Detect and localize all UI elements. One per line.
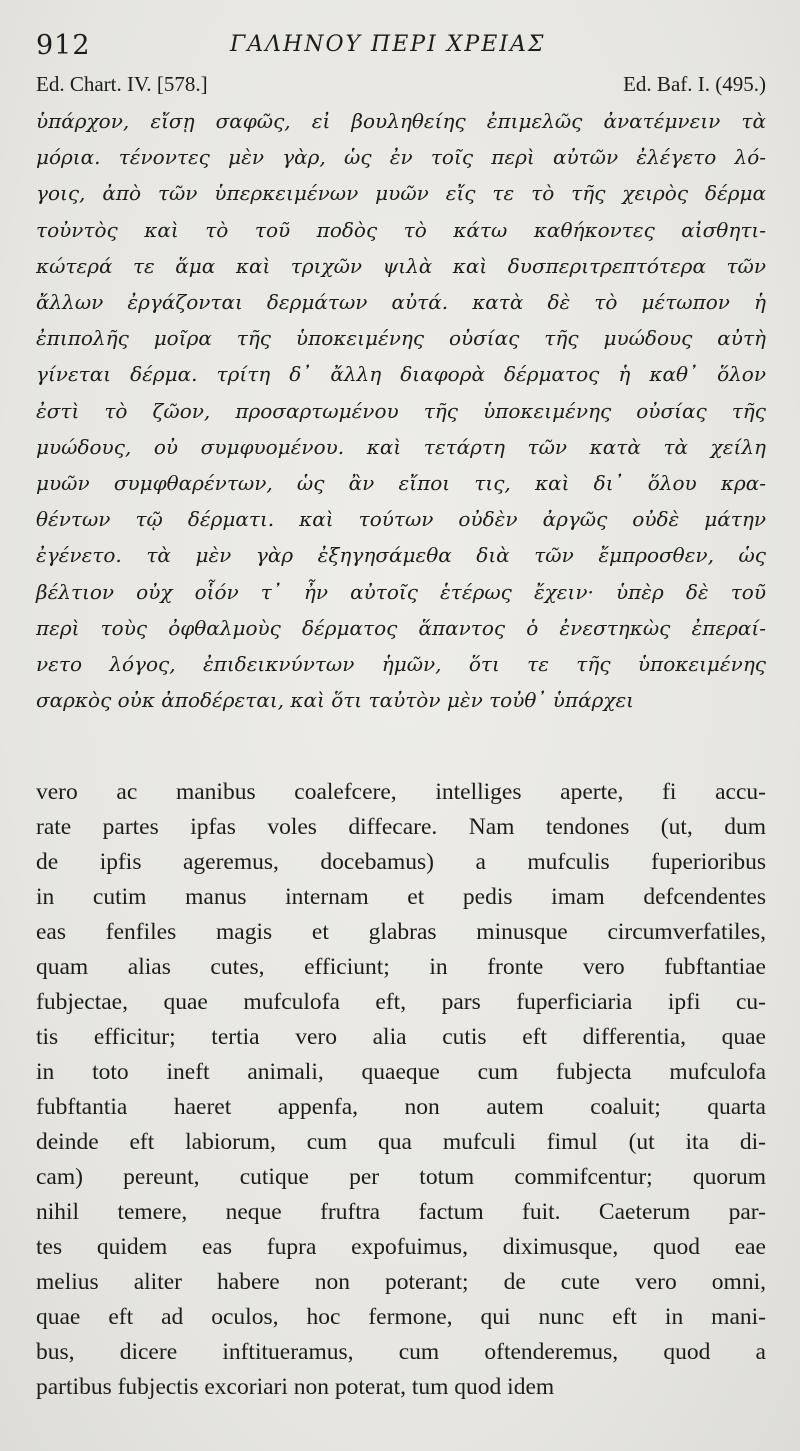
greek-text-line: τοὐντὸς καὶ τὸ τοῦ ποδὸς τὸ κάτω καθήκοντες αἰσθητι- bbox=[36, 217, 766, 242]
latin-text-line: rate partes ipfas voles diffecare. Nam tendones (ut, dum bbox=[36, 814, 766, 840]
greek-text-line: σαρκὸς οὐκ ἀποδέρεται, καὶ ὅτι ταὐτὸν μὲν τοὐθ᾽ ὑπάρχει bbox=[36, 688, 635, 713]
latin-text-line: tis efficitur; tertia vero alia cutis eft differentia, quae bbox=[36, 1024, 766, 1050]
greek-text-line: περὶ τοὺς ὀφθαλμοὺς δέρματος ἅπαντος ὁ ἐνεστηκὼς ἐπεραί- bbox=[36, 615, 766, 640]
greek-text-line: ἐστὶ τὸ ζῶον, προσαρτωμένου τῆς ὑποκειμένης οὐσίας τῆς bbox=[36, 398, 766, 423]
greek-text-line: μυώδους, οὐ συμφυομένου. καὶ τετάρτη τῶν κατὰ τὰ χείλη bbox=[36, 434, 766, 459]
greek-text-line: μυῶν συμφθαρέντων, ὡς ἂν εἴποι τις, καὶ δι᾽ ὅλου κρα- bbox=[36, 471, 766, 496]
latin-text-line: fubftantia haeret appenfa, non autem coaluit; quarta bbox=[36, 1094, 766, 1120]
latin-text-line: partibus fubjectis excoriari non poterat, tum quod idem bbox=[36, 1374, 555, 1400]
latin-text-line: in toto ineft animali, quaeque cum fubjecta mufculofa bbox=[36, 1059, 766, 1085]
greek-text-line: θέντων τῷ δέρματι. καὶ τούτων οὐδὲν ἀργῶς οὐδὲ μάτην bbox=[36, 507, 766, 532]
latin-text-line: cam) pereunt, cutique per totum commifcentur; quorum bbox=[36, 1164, 766, 1190]
running-title: ΓΑΛΗΝΟΥ ΠΕΡΙ ΧΡΕΙΑΣ bbox=[230, 32, 546, 57]
latin-text-line: vero ac manibus coalefcere, intelliges aperte, fi accu- bbox=[36, 779, 766, 805]
page-number: 912 bbox=[36, 30, 91, 61]
page-header bbox=[36, 30, 766, 64]
latin-text-line: tes quidem eas fupra expofuimus, diximusque, quod eae bbox=[36, 1234, 766, 1260]
greek-text-block bbox=[36, 103, 766, 718]
greek-text-line: ἐπιπολῆς μοῖρα τῆς ὑποκειμένης οὐσίας τῆς μυώδους αὐτὴ bbox=[36, 326, 766, 351]
greek-text-line: γοις, ἀπὸ τῶν ὑπερκειμένων μυῶν εἴς τε τὸ τῆς χειρὸς δέρμα bbox=[36, 181, 766, 206]
greek-text-line: βέλτιον οὐχ οἷόν τ᾽ ἦν αὐτοῖς ἑτέρως ἔχειν· ὑπὲρ δὲ τοῦ bbox=[36, 579, 766, 604]
latin-text-line: quae eft ad oculos, hoc fermone, qui nunc eft in mani- bbox=[36, 1304, 766, 1330]
latin-text-line: de ipfis ageremus, docebamus) a mufculis fuperioribus bbox=[36, 849, 766, 875]
latin-text-line: melius aliter habere non poterant; de cute vero omni, bbox=[36, 1269, 766, 1295]
latin-text-block bbox=[36, 775, 766, 1405]
greek-text-line: ἄλλων ἐργάζονται δερμάτων αὐτά. κατὰ δὲ τὸ μέτωπον ἡ bbox=[36, 290, 766, 315]
latin-text-line: eas fenfiles magis et glabras minusque circumverfatiles, bbox=[36, 919, 766, 945]
edition-reference-chartier: Ed. Chart. IV. [578.] bbox=[36, 72, 208, 96]
greek-text-line: ὑπάρχον, εἴσῃ σαφῶς, εἰ βουληθείης ἐπιμελῶς ἀνατέμνειν τὰ bbox=[36, 109, 766, 133]
latin-text-line: nihil temere, neque fruftra factum fuit. Caeterum par- bbox=[36, 1199, 766, 1225]
greek-text-line: κώτερά τε ἅμα καὶ τριχῶν ψιλὰ καὶ δυσπεριτρεπτότερα τῶν bbox=[36, 253, 766, 278]
latin-text-line: quam alias cutes, efficiunt; in fronte vero fubftantiae bbox=[36, 954, 766, 980]
edition-references bbox=[36, 72, 766, 100]
greek-text-line: ἐγένετο. τὰ μὲν γὰρ ἐξηγησάμεθα διὰ τῶν ἔμπροσθεν, ὡς bbox=[36, 543, 766, 568]
greek-text-line: νετο λόγος, ἐπιδεικνύντων ἡμῶν, ὅτι τε τῆς ὑποκειμένης bbox=[36, 652, 766, 677]
greek-text-line: μόρια. τένοντες μὲν γὰρ, ὡς ἐν τοῖς περὶ αὐτῶν ἐλέγετο λό- bbox=[36, 145, 766, 170]
latin-text-line: in cutim manus internam et pedis imam defcendentes bbox=[36, 884, 766, 910]
latin-text-line: bus, dicere inftitueramus, cum oftenderemus, quod a bbox=[36, 1339, 766, 1365]
greek-text-line: γίνεται δέρμα. τρίτη δ᾽ ἄλλη διαφορὰ δέρματος ἡ καθ᾽ ὅλον bbox=[36, 362, 766, 387]
latin-text-line: fubjectae, quae mufculofa eft, pars fuperficiaria ipfi cu- bbox=[36, 989, 766, 1015]
latin-text-line: deinde eft labiorum, cum qua mufculi fimul (ut ita di- bbox=[36, 1129, 766, 1155]
edition-reference-basel: Ed. Baf. I. (495.) bbox=[623, 72, 766, 96]
